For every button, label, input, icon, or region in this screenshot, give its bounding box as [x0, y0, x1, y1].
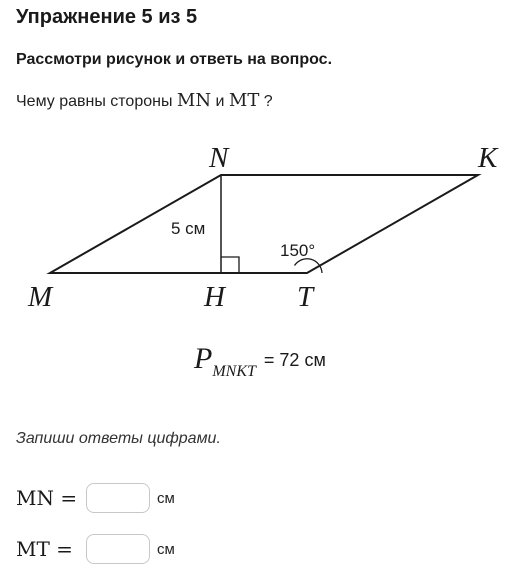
vertex-label-n: N [209, 142, 229, 174]
perimeter-letter: P [194, 342, 213, 375]
answer-unit-mt: см [157, 540, 175, 558]
perimeter-value: = 72 см [263, 350, 326, 370]
answer-label-mn: MN = [16, 486, 78, 510]
answer-unit-mn: см [157, 489, 175, 507]
instruction-text: Рассмотри рисунок и ответь на вопрос. [16, 51, 333, 68]
hint-text: Запиши ответы цифрами. [16, 430, 221, 447]
question-conj: и [211, 93, 229, 110]
side-mt: MT [228, 90, 260, 111]
answer-input-mn[interactable] [86, 483, 150, 513]
question-suffix: ? [259, 93, 273, 110]
vertex-label-h: H [204, 281, 225, 313]
answer-row-mn [16, 481, 175, 515]
angle-value-label: 150° [280, 241, 316, 260]
parallelogram-shape [50, 175, 478, 273]
vertex-label-t: T [297, 281, 314, 313]
exercise-title: Упражнение 5 из 5 [16, 6, 198, 28]
vertex-label-k: K [478, 142, 498, 174]
right-angle-mark [221, 257, 239, 273]
question-prefix: Чему равны стороны [16, 93, 177, 110]
answer-row-mt [16, 532, 175, 566]
vertex-label-m: M [28, 281, 53, 313]
perimeter-formula [194, 342, 326, 380]
answer-label-mt: MT = [16, 537, 73, 561]
answer-input-mt[interactable] [86, 534, 150, 564]
side-mn: MN [176, 90, 212, 111]
height-value-label: 5 см [171, 219, 206, 238]
perimeter-subscript: MNKT [212, 363, 256, 380]
